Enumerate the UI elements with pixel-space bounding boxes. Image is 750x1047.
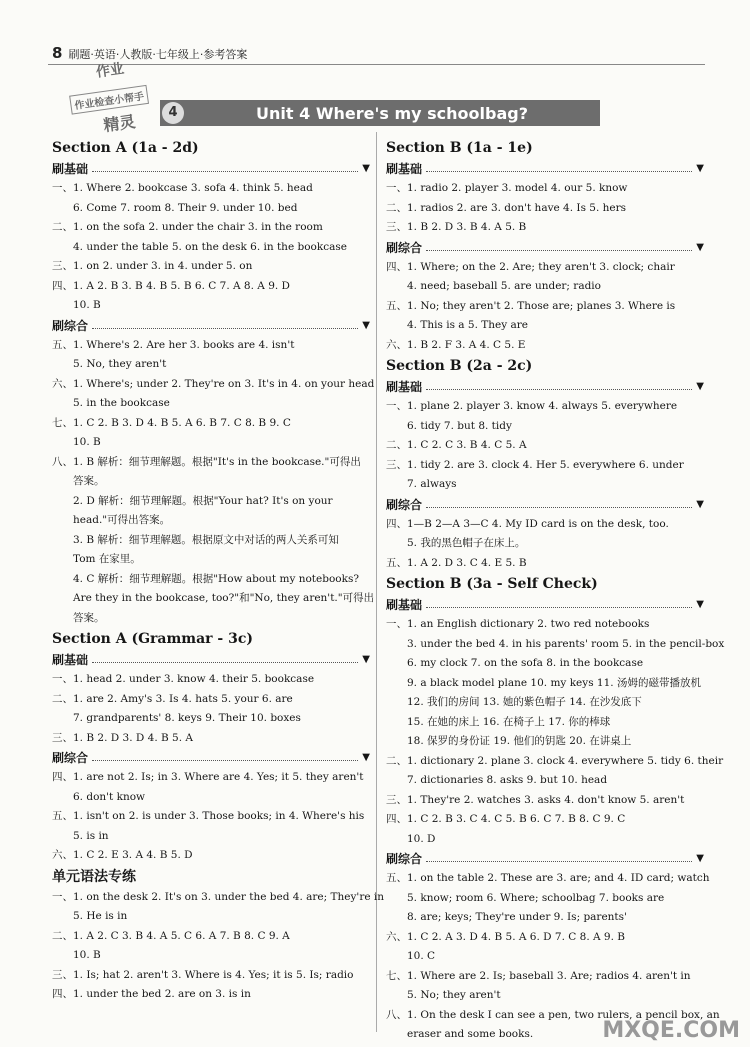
answer-line: 答案。 [73,611,105,624]
answer-line: 5. No; they aren't [407,989,501,1001]
answer-line: 4. This is a 5. They are [407,319,528,331]
answer-line: 10. D [407,832,436,845]
answer-line: 5. He is in [73,910,128,922]
dotted-leader [92,320,358,329]
answer-line: 7. dictionaries 8. asks 9. but 10. head [407,774,608,786]
answer-line: 一、1. head 2. under 3. know 4. their 5. bookcase [52,673,315,685]
answer-line: 答案。 [73,475,105,487]
triangle-icon: ▼ [362,654,370,665]
dotted-leader [426,242,692,251]
answer-line: head."可得出答案。 [73,514,171,526]
page-number: 8 [52,44,63,62]
dotted-leader [92,752,358,761]
unit-banner [160,100,600,126]
subsection-label: 刷综合 [52,751,89,765]
answer-line: 一、1. on the desk 2. It's on 3. under the bed 4. are; They're in [52,890,385,903]
subsection-label: 刷基础 [386,162,423,176]
dotted-leader [92,654,358,663]
subsection-label: 刷综合 [52,318,89,333]
left-column [52,137,385,1005]
answer-line: 一、1. Where 2. bookcase 3. sofa 4. think 5. head [52,182,313,194]
answer-line: 四、1. Where; on the 2. Are; they aren't 3. clock; chair [386,260,675,273]
answer-line: Tom 在家里。 [73,553,141,565]
subsection-heading [386,377,704,397]
unit-title: Unit 4 Where's my schoolbag? [256,103,528,123]
dotted-leader [426,599,692,608]
subsection-heading [52,650,370,670]
section-heading: Section A (1a - 2d) [52,140,199,156]
answer-line: 二、1. are 2. Amy's 3. Is 4. hats 5. your 6. are [52,692,293,705]
answer-line: 四、1—B 2—A 3—C 4. My ID card is on the desk, too. [386,517,669,530]
triangle-icon: ▼ [696,498,704,510]
answer-line: 一、1. radio 2. player 3. model 4. our 5. know [386,182,628,194]
answer-line: 10. B [73,299,101,311]
answer-line: 10. C [407,950,436,962]
homework-stamp [65,51,185,146]
answer-line: 四、1. A 2. B 3. B 4. B 5. B 6. C 7. A 8. A 9. D [52,279,290,292]
answer-line: 六、1. C 2. A 3. D 4. B 5. A 6. D 7. C 8. A 9. B [386,930,625,943]
answer-line: 3. B 解析：细节理解题。根据原文中对话的两人关系可知 [73,533,339,546]
answer-line: 七、1. C 2. B 3. D 4. B 5. A 6. B 7. C 8. B 9. C [52,416,291,429]
answer-line: 五、1. isn't on 2. is under 3. Those books; in 4. Where's his [52,810,365,822]
answer-line: 6. tidy 7. but 8. tidy [407,419,512,432]
answer-line: 三、1. B 2. D 3. B 4. A 5. B [386,221,527,233]
answer-line: 六、1. B 2. F 3. A 4. C 5. E [386,338,526,351]
answer-line: 5. No, they aren't [73,358,167,370]
watermark: MXQE.COM [602,1018,740,1043]
answer-line: 3. under the bed 4. in his parents' room 5. in the pencil-box [407,637,725,650]
unit-number-icon: 4 [162,102,184,124]
answer-line: 6. don't know [73,790,146,803]
triangle-icon: ▼ [362,163,370,174]
dotted-leader [426,381,692,390]
header-text: 刷题·英语·人教版·七年级上·参考答案 [68,48,248,61]
answer-line: 5. is in [73,829,109,842]
answer-line: 一、1. an English dictionary 2. two red notebooks [386,618,650,630]
answer-line: 五、1. on the table 2. These are 3. are; and 4. ID card; watch [386,872,710,884]
right-column [386,137,725,1045]
subsection-label: 刷基础 [386,380,423,394]
subsection-heading [386,595,704,615]
answer-line: 六、1. Where's; under 2. They're on 3. It's in 4. on your head [52,377,375,390]
answer-line: 一、1. plane 2. player 3. know 4. always 5. everywhere [386,400,678,412]
triangle-icon: ▼ [696,853,704,864]
answer-line: 三、1. Is; hat 2. aren't 3. Where is 4. Yes; it is 5. Is; radio [52,968,354,981]
answer-line: 9. a black model plane 10. my keys 11. 汤姆的磁带播放机 [407,676,701,689]
answer-line: 八、1. B 解析：细节理解题。根据"It's in the bookcase."可得出 [52,455,361,468]
answer-line: 18. 保罗的身份证 19. 他们的钥匙 20. 在讲桌上 [407,735,632,747]
dotted-leader [426,853,692,862]
subsection-label: 刷基础 [52,162,89,176]
answer-line: 二、1. on the sofa 2. under the chair 3. in the room [52,221,323,233]
answer-line: 12. 我们的房间 13. 她的紫色帽子 14. 在沙发底下 [407,696,642,708]
subsection-heading [52,748,370,768]
answer-line: 4. need; baseball 5. are under; radio [407,280,601,292]
answer-line: 7. grandparents' 8. keys 9. Their 10. boxes [73,712,301,724]
answer-line: 二、1. C 2. C 3. B 4. C 5. A [386,439,527,451]
triangle-icon: ▼ [696,381,704,392]
answer-line: 四、1. C 2. B 3. C 4. C 5. B 6. C 7. B 8. C 9. C [386,813,626,825]
section-heading: Section A (Grammar - 3c) [52,631,254,647]
answer-line: 15. 在她的床上 16. 在椅子上 17. 你的棒球 [407,715,611,728]
dotted-leader [92,163,358,172]
answer-line: Are they in the bookcase, too?"和"No, they aren't."可得出 [73,592,375,604]
answer-line: 三、1. They're 2. watches 3. asks 4. don't know 5. aren't [386,793,685,806]
triangle-icon: ▼ [696,599,704,610]
answer-line: 二、1. A 2. C 3. B 4. A 5. C 6. A 7. B 8. C 9. A [52,929,290,942]
answer-line: 4. under the table 5. on the desk 6. in the bookcase [73,240,347,253]
answer-line: 五、1. No; they aren't 2. Those are; planes 3. Where is [386,299,676,312]
subsection-label: 刷综合 [386,497,423,512]
answer-line: 二、1. dictionary 2. plane 3. clock 4. everywhere 5. tidy 6. their [386,754,724,767]
answer-line: 7. always [407,478,457,490]
subsection-heading [386,159,704,179]
answer-line: 2. D 解析：细节理解题。根据"Your hat? It's on your [73,494,333,507]
triangle-icon: ▼ [696,163,704,174]
subsection-label: 刷基础 [386,598,423,612]
answer-line: 七、1. Where are 2. Is; baseball 3. Are; radios 4. aren't in [386,969,691,982]
answer-line: 5. know; room 6. Where; schoolbag 7. books are [407,891,665,904]
subsection-heading [386,238,704,258]
answer-line: 五、1. Where's 2. Are her 3. books are 4. isn't [52,338,295,351]
subsection-label: 刷综合 [386,852,423,866]
answer-line: 八、1. On the desk I can see a pen, two rulers, a pencil box, an [386,1008,720,1021]
answer-line: 6. my clock 7. on the sofa 8. in the bookcase [407,657,644,669]
triangle-icon: ▼ [696,241,704,253]
subsection-heading [386,495,704,515]
answer-line: 三、1. tidy 2. are 3. clock 4. Her 5. everywhere 6. under [386,458,684,471]
section-heading: 单元语法专练 [52,868,136,885]
subsection-label: 刷基础 [52,653,89,667]
stamp-line3: 精灵 [102,111,137,136]
triangle-icon: ▼ [362,752,370,763]
answer-line: 10. B [73,436,101,448]
stamp-line2: 作业检查小帮手 [69,85,149,115]
answer-line: 5. in the bookcase [73,397,170,409]
subsection-heading [52,159,370,179]
answer-line: 六、1. C 2. E 3. A 4. B 5. D [52,849,193,861]
answer-line: 5. 我的黑色帽子在床上。 [407,537,526,549]
answer-line: 五、1. A 2. D 3. C 4. E 5. B [386,556,527,569]
subsection-label: 刷综合 [386,240,423,255]
stamp-line1: 作业 [95,60,126,81]
section-heading: Section B (3a - Self Check) [386,576,598,592]
answer-line: 三、1. B 2. D 3. D 4. B 5. A [52,731,193,744]
subsection-heading [52,316,370,336]
answer-line: 三、1. on 2. under 3. in 4. under 5. on [52,260,253,272]
triangle-icon: ▼ [362,319,370,331]
section-heading: Section B (1a - 1e) [386,140,533,156]
answer-line: 四、1. are not 2. Is; in 3. Where are 4. Yes; it 5. they aren't [52,771,364,783]
answer-line: 4. C 解析：细节理解题。根据"How about my notebooks? [73,572,359,585]
dotted-leader [426,163,692,172]
answer-line: 6. Come 7. room 8. Their 9. under 10. bed [73,201,298,214]
answer-line: eraser and some books. [407,1028,534,1040]
subsection-heading [386,849,704,869]
section-heading: Section B (2a - 2c) [386,358,533,374]
answer-line: 10. B [73,949,101,961]
answer-line: 四、1. under the bed 2. are on 3. is in [52,988,251,1000]
answer-line: 二、1. radios 2. are 3. don't have 4. Is 5. hers [386,201,627,214]
answer-line: 8. are; keys; They're under 9. Is; parents' [407,911,627,923]
dotted-leader [426,499,692,508]
